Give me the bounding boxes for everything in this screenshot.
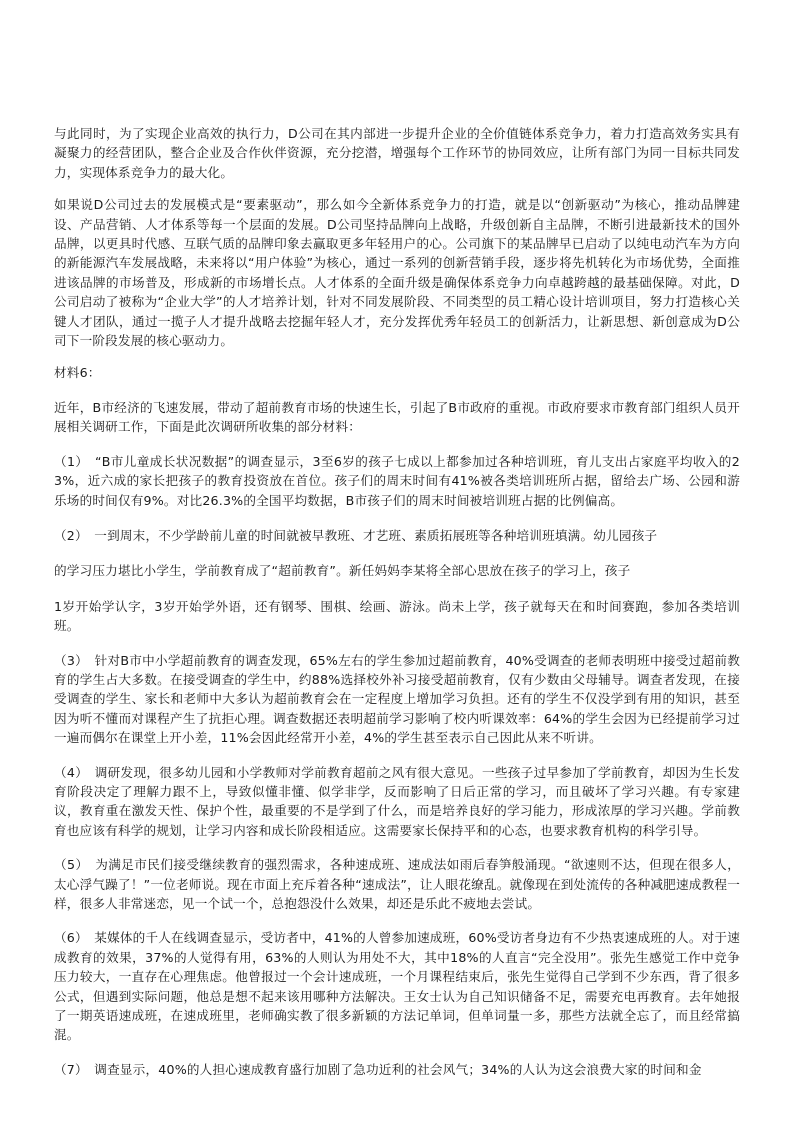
paragraph-d-company-execution: 与此同时，为了实现企业高效的执行力，D公司在其内部进一步提升企业的全价值链体系竞争力，着力打造高效务实具有凝聚力的经营团队，整合企业及合作伙伴资源，充分挖潜，增强每个工作环节的协同效应，让所有部门为同一目标共同发力，实现体系竞争力的最大化。 <box>54 126 740 180</box>
item-2-paragraph-part-3: 1岁开始学认字，3岁开始学外语，还有钢琴、围棋、绘画、游泳。尚未上学，孩子就每天在和时间赛跑，参加各类培训班。 <box>54 598 740 634</box>
paragraph-d-company-innovation: 如果说D公司过去的发展模式是“要素驱动”，那么如今全新体系竞争力的打造，就是以“创新驱动”为核心，推动品牌建设、产品营销、人才体系等每一个层面的发展。D公司坚持品牌向上战略，升级创新自主品牌，不断引进最新技术的国外品牌，以更具时代感、互联气质的品牌印象去赢取更多年轻用户的心。公司旗下的某品牌早已启动了以纯电动汽车为方向的新能源汽车发展战略，未来将以“用户体验”为核心，通过一系列的创新营销手段，逐步将先机转化为市场优势，全面推进该品牌的市场普及，形成新的市场增长点。人才体系的全面升级是确保体系竞争力向卓越跨越的最基础保障。对此，D公司启动了被称为“企业大学”的人才培养计划，针对不同发展阶段、不同类型的员工精心设计培训项目，努力打造核心关键人才团队，通过一揽子人才提升战略去挖掘年轻人才，充分发挥优秀年轻员工的创新活力，让新思想、新创意成为D公司下一阶段发展的核心驱动力。 <box>54 197 740 349</box>
item-6-paragraph: （6） 某媒体的千人在线调查显示，受访者中，41%的人曾参加速成班，60%受访者身边有不少热衷速成班的人。对于速成教育的效果，37%的人觉得有用，63%的人则认为用处不大，其中18%的人直言“完全没用”。张先生感觉工作中竞争压力较大，一直存在心理焦虑。他曾报过一个会计速成班，一个月课程结束后，张先生觉得自己学到不少东西，背了很多公式，但遇到实际问题，他总是想不起来该用哪种方法解决。王女士认为自己知识储备不足，需要充电再教育。去年她报了一期英语速成班，在速成班里，老师确实教了很多新颖的方法记单词，但单词量一多，那些方法就全忘了，而且经常搞混。 <box>54 930 740 1043</box>
item-2-paragraph-part-2: 的学习压力堪比小学生，学前教育成了“超前教育”。新任妈妈李某将全部心思放在孩子的学习上，孩子 <box>54 563 631 579</box>
item-4-paragraph: （4） 调研发现，很多幼儿园和小学教师对学前教育超前之风有很大意见。一些孩子过早参加了学前教育，却因为生长发育阶段决定了理解力跟不上，导致似懂非懂、似学非学，反而影响了日后正常的学习，而且破坏了学习兴趣。有专家建议，教育重在激发天性、保护个性，最重要的不是学到了什么，而是培养良好的学习能力，形成浓厚的学习兴趣。学前教育也应该有科学的规划，让学习内容和成长阶段相适应。这需要家长保持平和的心态，也要求教育机构的科学引导。 <box>54 764 740 838</box>
item-7-paragraph: （7） 调查显示，40%的人担心速成教育盛行加剧了急功近利的社会风气；34%的人认为这会浪费大家的时间和金 <box>54 1061 702 1077</box>
paragraph-b-city-intro: 近年，B市经济的飞速发展，带动了超前教育市场的快速生长，引起了B市政府的重视。市政府要求市教育部门组织人员开展相关调研工作，下面是此次调研所收集的部分材料： <box>54 399 740 435</box>
material-6-heading: 材料6： <box>54 365 101 381</box>
item-3-paragraph: （3） 针对B市中小学超前教育的调查发现，65%左右的学生参加过超前教育，40%受调查的老师表明班中接受过超前教育的学生占大多数。在接受调查的学生中，约88%选择校外补习接受超前教育，仅有少数由父母辅导。调查者发现，在接受调查的学生、家长和老师中大多认为超前教育会在一定程度上增加学习负担。还有的学生不仅没学到有用的知识，甚至因为听不懂而对课程产生了抗拒心理。调查数据还表明超前学习影响了校内听课效率：64%的学生会因为已经提前学习过一遍而偶尔在课堂上开小差，11%会因此经常开小差，4%的学生甚至表示自己因此从来不听讲。 <box>54 652 740 746</box>
item-5-paragraph: （5） 为满足市民们接受继续教育的强烈需求，各种速成班、速成法如雨后春笋般涌现。“欲速则不达，但现在很多人，太心浮气躁了！”一位老师说。现在市面上充斥着各种“速成法”，让人眼花缭乱。就像现在到处流传的各种减肥速成教程一样，很多人非常迷恋，见一个试一个，总抱怨没什么效果，却还是乐此不疲地去尝试。 <box>54 857 740 911</box>
item-1-paragraph: （1） “B市儿童成长状况数据”的调查显示，3至6岁的孩子七成以上都参加过各种培训班，育儿支出占家庭平均收入的23%，近六成的家长把孩子的教育投资放在首位。孩子们的周末时间有41%被各类培训班所占据，留给去广场、公园和游乐场的时间仅有9%。对比26.3%的全国平均数据，B市孩子们的周末时间被培训班占据的比例偏高。 <box>54 453 740 508</box>
item-2-paragraph-part-1: （2） 一到周末，不少学龄前儿童的时间就被早教班、才艺班、素质拓展班等各种培训班填满。幼儿园孩子 <box>54 527 658 543</box>
